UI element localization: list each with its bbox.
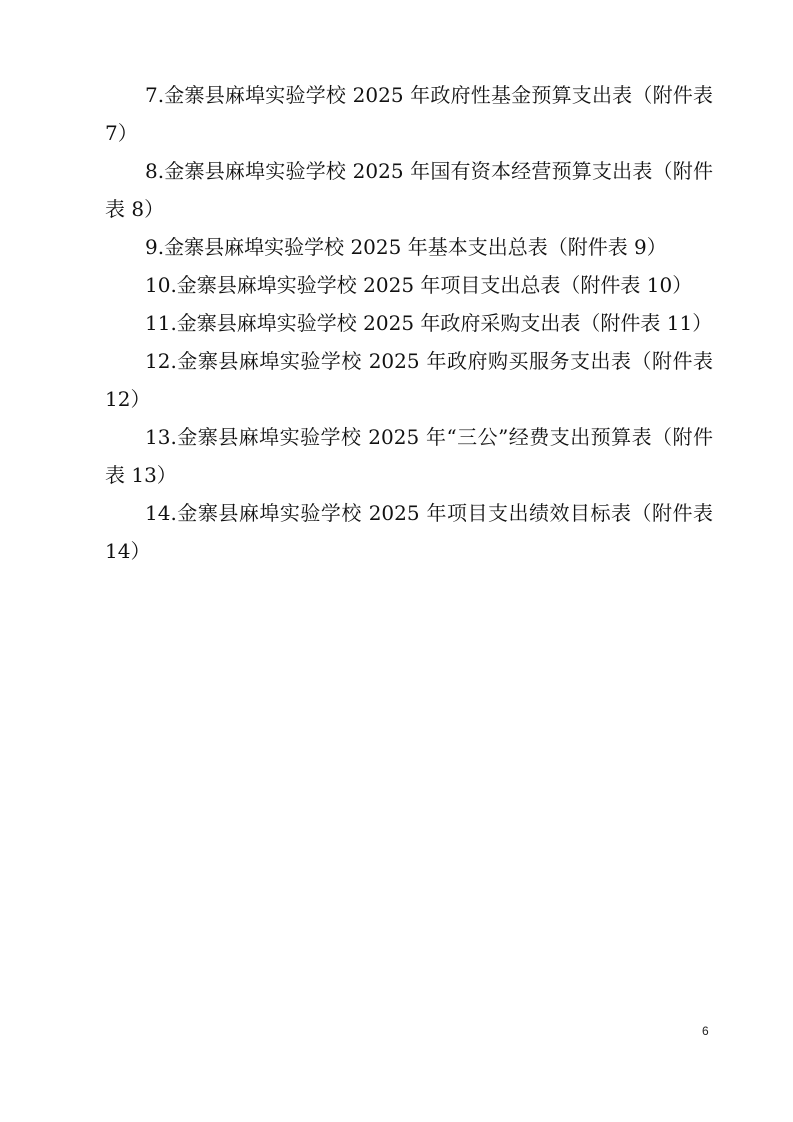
list-item-attachment-13: 13.金寨县麻埠实验学校 2025 年“三公”经费支出预算表（附件表 13） <box>105 425 713 487</box>
list-item-attachment-14: 14.金寨县麻埠实验学校 2025 年项目支出绩效目标表（附件表 14） <box>105 501 713 563</box>
list-item-attachment-9: 9.金寨县麻埠实验学校 2025 年基本支出总表（附件表 9） <box>145 235 667 259</box>
list-item-attachment-8: 8.金寨县麻埠实验学校 2025 年国有资本经营预算支出表（附件表 8） <box>105 159 713 221</box>
list-item-attachment-11: 11.金寨县麻埠实验学校 2025 年政府采购支出表（附件表 11） <box>145 311 713 335</box>
page-number: 6 <box>702 1024 709 1038</box>
list-item-attachment-7: 7.金寨县麻埠实验学校 2025 年政府性基金预算支出表（附件表 7） <box>105 83 713 145</box>
list-item-attachment-10: 10.金寨县麻埠实验学校 2025 年项目支出总表（附件表 10） <box>145 273 693 297</box>
attachment-list <box>105 76 713 570</box>
list-item-attachment-12: 12.金寨县麻埠实验学校 2025 年政府购买服务支出表（附件表 12） <box>105 349 713 411</box>
